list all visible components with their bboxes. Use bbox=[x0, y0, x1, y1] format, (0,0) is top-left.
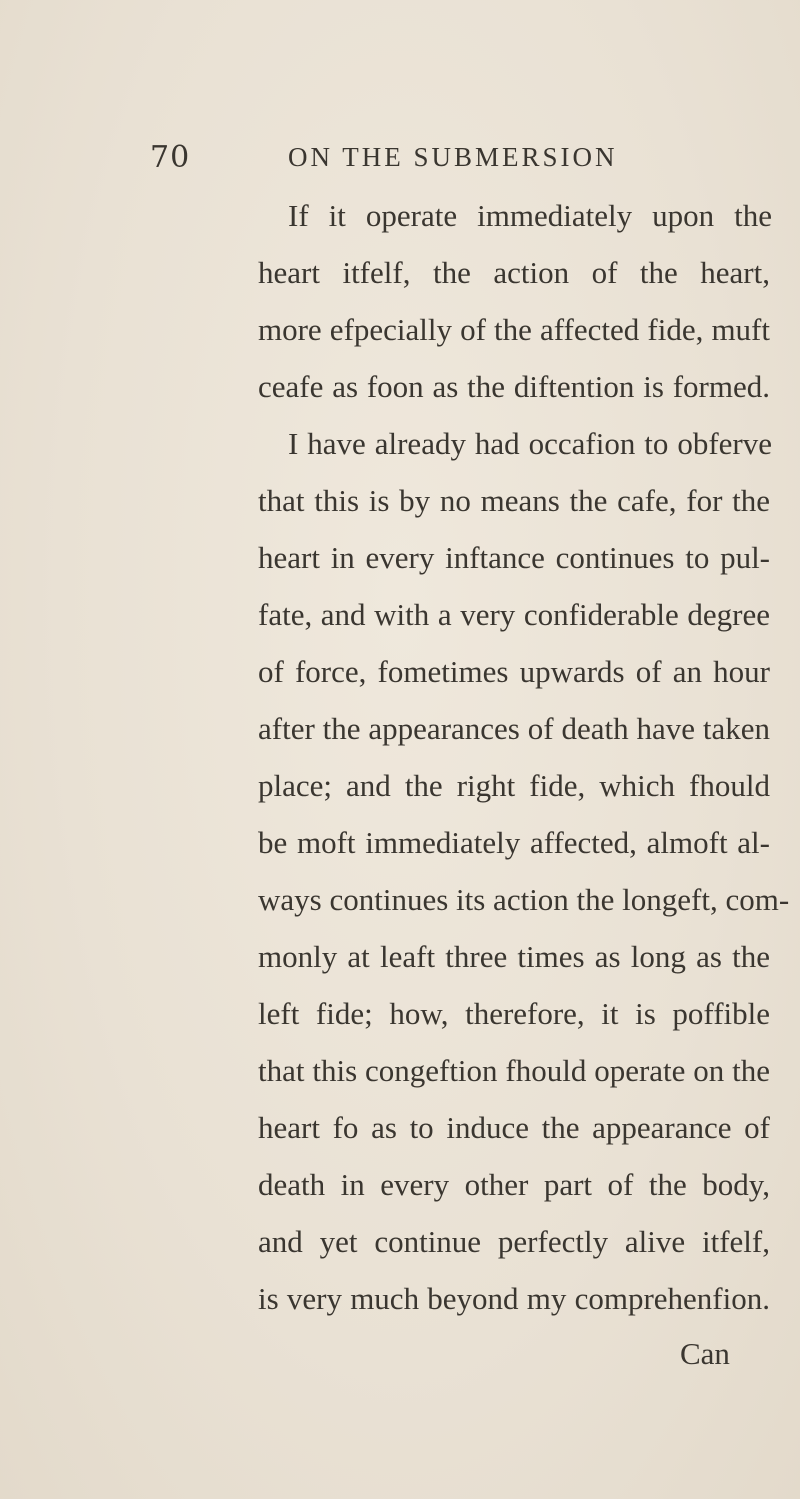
catchword: Can bbox=[680, 1336, 730, 1371]
text-line: fate, and with a very confiderable degree bbox=[258, 597, 770, 632]
text-line: ceafe as foon as the diftention is formed. bbox=[258, 369, 770, 404]
text-line: be moft immediately affected, almoft al- bbox=[258, 825, 770, 860]
text-line: heart in every inftance continues to pul- bbox=[258, 540, 770, 575]
page-header bbox=[150, 140, 790, 184]
text-line: If it operate immediately upon the bbox=[288, 198, 772, 233]
running-head: ON THE SUBMERSION bbox=[288, 142, 618, 172]
text-line: death in every other part of the body, bbox=[258, 1167, 770, 1202]
text-line: left fide; how, therefore, it is poffible bbox=[258, 996, 770, 1031]
text-line: of force, fometimes upwards of an hour bbox=[258, 654, 770, 689]
text-line: place; and the right fide, which fhould bbox=[258, 768, 770, 803]
text-line: and yet continue perfectly alive itfelf, bbox=[258, 1224, 770, 1259]
text-line: more efpecially of the affected fide, muft bbox=[258, 312, 770, 347]
text-line: that this is by no means the cafe, for the bbox=[258, 483, 770, 518]
text-line: monly at leaft three times as long as the bbox=[258, 939, 770, 974]
text-line: heart itfelf, the action of the heart, bbox=[258, 255, 770, 290]
text-line: that this congeftion fhould operate on the bbox=[258, 1053, 770, 1088]
text-line: I have already had occafion to obferve bbox=[288, 426, 772, 461]
text-line: heart fo as to induce the appearance of bbox=[258, 1110, 770, 1145]
text-line: is very much beyond my comprehenfion. bbox=[258, 1281, 770, 1316]
text-line: ways continues its action the longeft, com- bbox=[258, 882, 790, 917]
page-number: 70 bbox=[150, 140, 191, 175]
text-line: after the appearances of death have taken bbox=[258, 711, 770, 746]
